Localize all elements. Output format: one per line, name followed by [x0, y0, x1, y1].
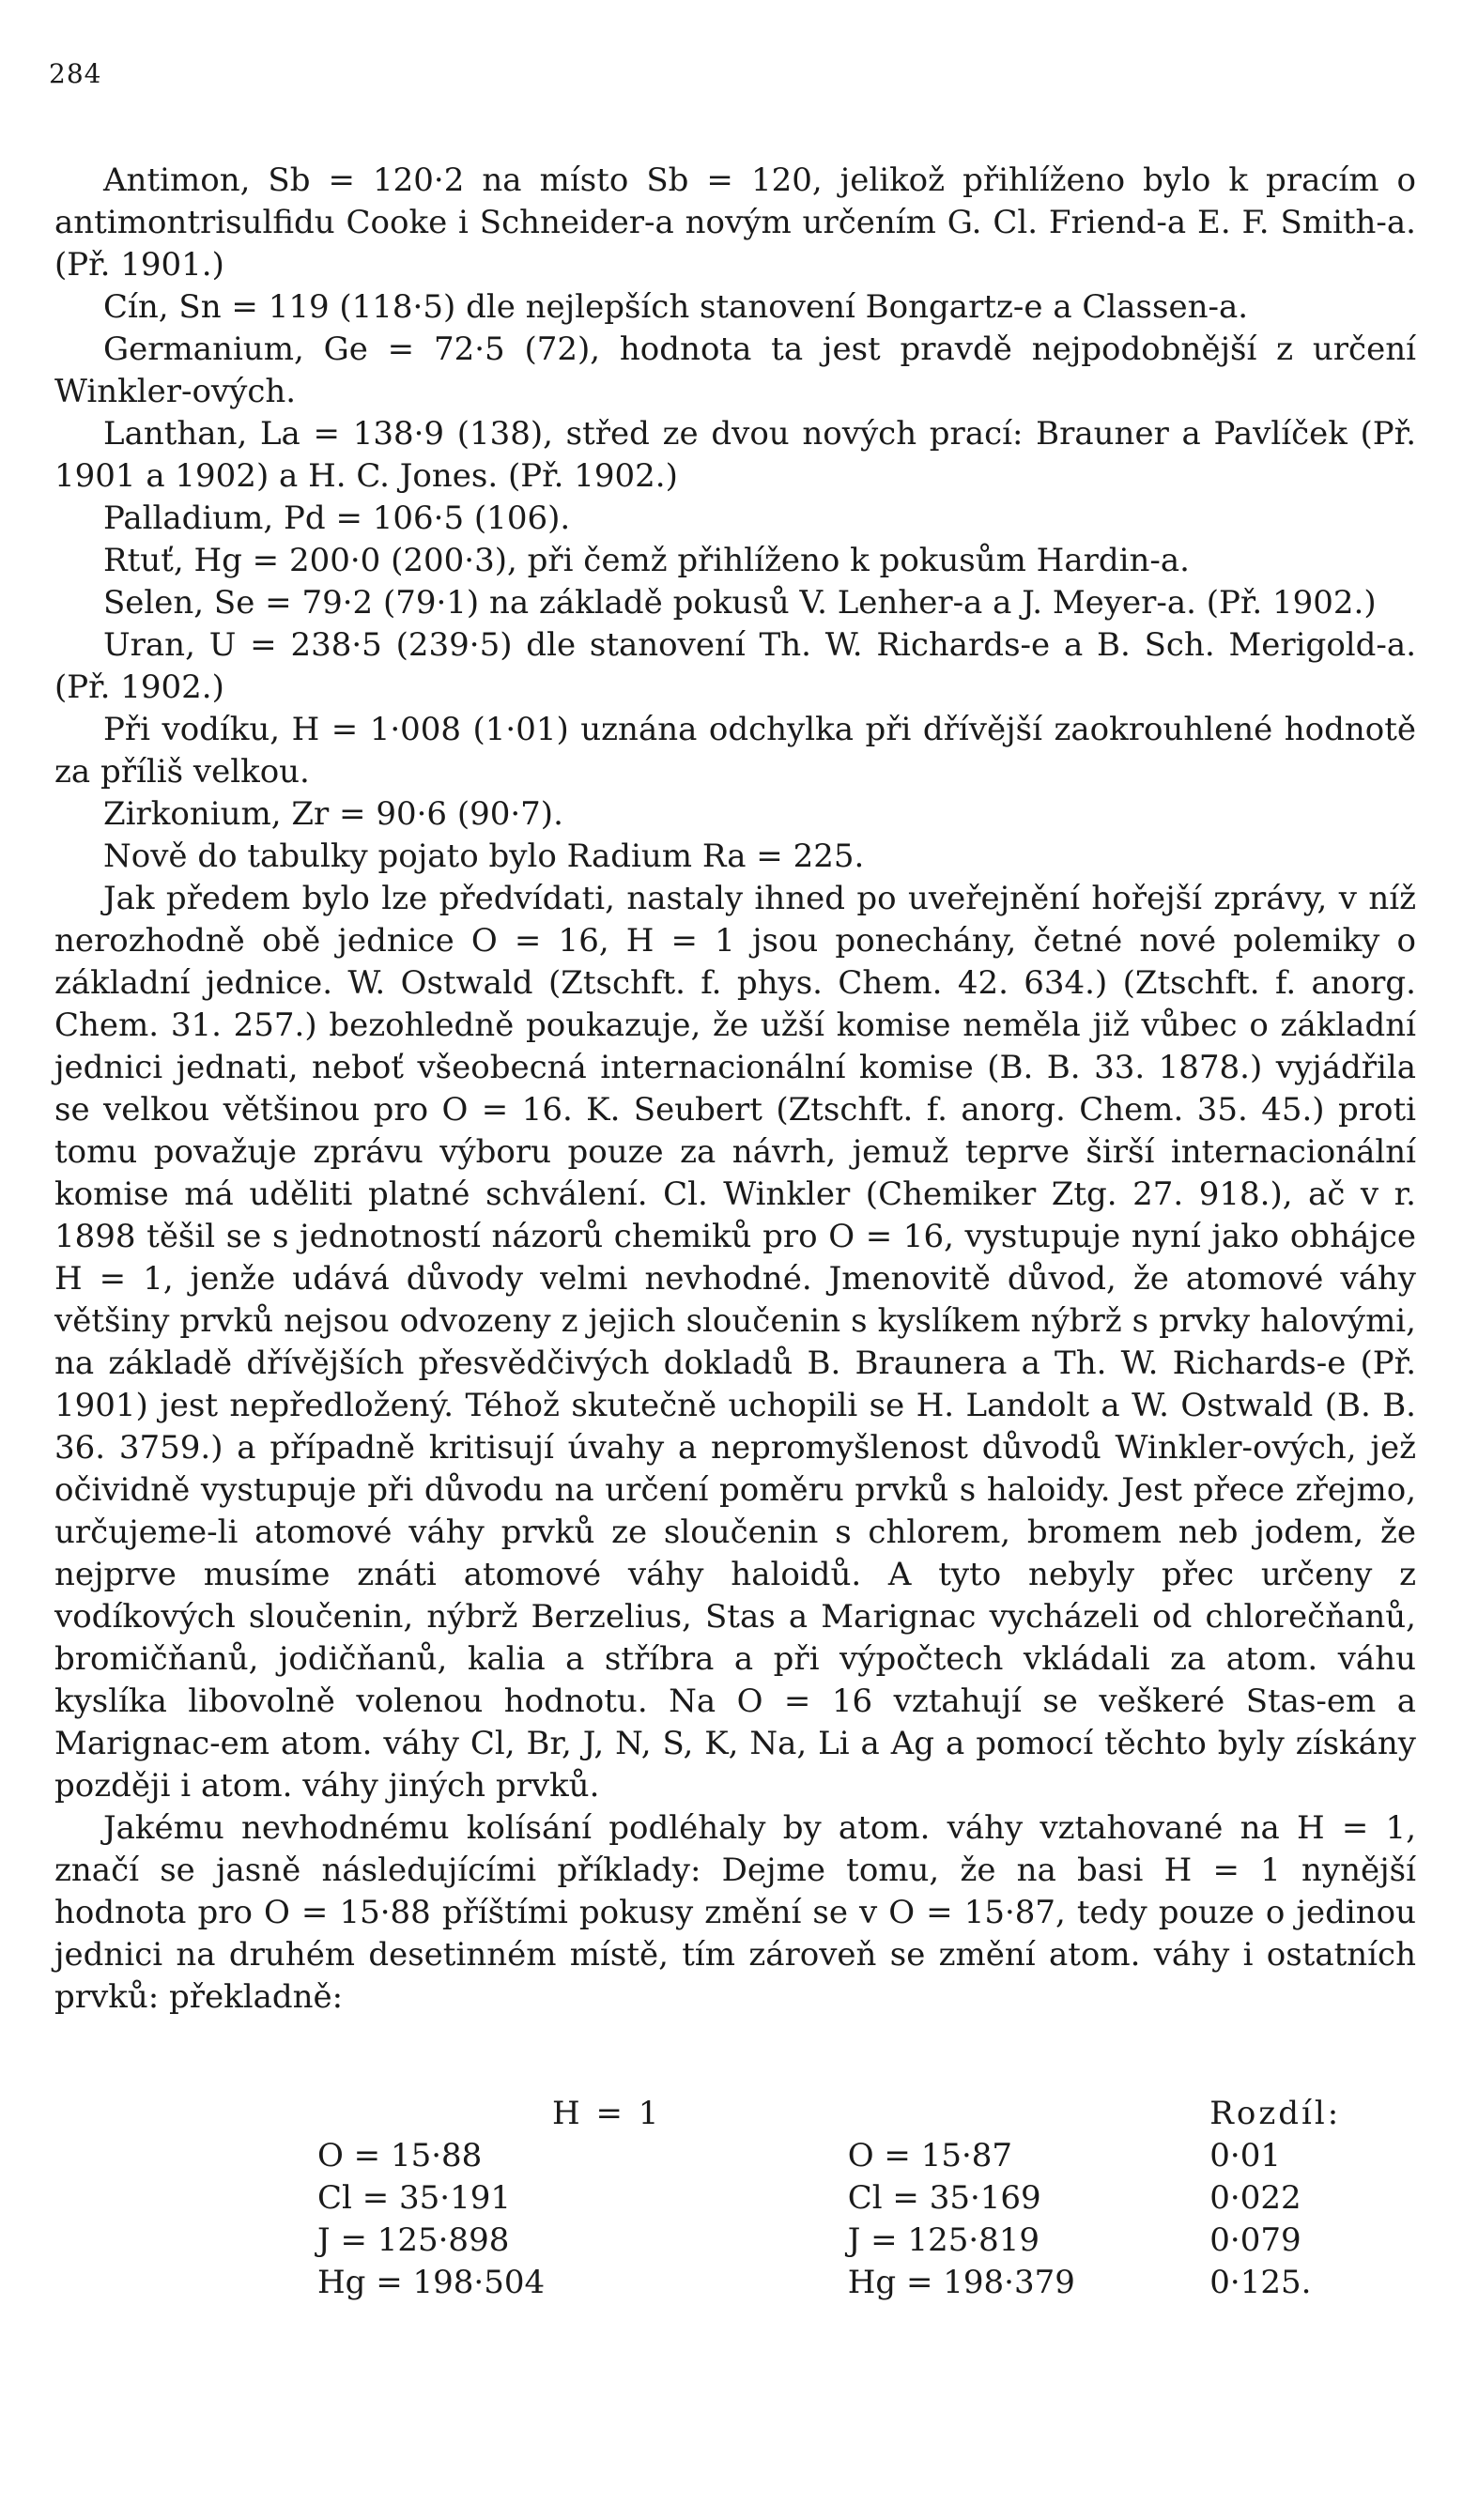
- table-header-basis: [54, 2092, 848, 2134]
- paragraph-vodik: Při vodíku, H = 1·008 (1·01) uznána odchylka při dřívější zaokrouhlené hodnotě za příliš velkou.: [54, 711, 1416, 791]
- body-text: [54, 160, 1416, 2019]
- table-header-empty: [848, 2092, 1210, 2134]
- table-cell-changed: O = 15·87: [847, 2136, 1013, 2174]
- paragraph-radium: Nově do tabulky pojato bylo Radium Ra = 225.: [103, 837, 865, 875]
- paragraph-lanthan: Lanthan, La = 138·9 (138), střed ze dvou nových prací: Brauner a Pavlíček (Př. 1901 a 1902) a H. C. Jones. (Př. 1902.): [54, 415, 1416, 495]
- paragraph-rtut: Rtuť, Hg = 200·0 (200·3), při čemž přihlíženo k pokusům Hardin-a.: [103, 542, 1190, 579]
- table-cell-current: J = 125·898: [317, 2220, 510, 2259]
- table-row: [54, 2134, 1416, 2176]
- paragraph-cin: Cín, Sn = 119 (118·5) dle nejlepších stanovení Bongartz-e a Classen-a.: [103, 288, 1249, 326]
- table-cell-difference: 0·022: [1209, 2178, 1301, 2217]
- table-cell-changed: J = 125·819: [847, 2220, 1040, 2259]
- paragraph-uran: Uran, U = 238·5 (239·5) dle stanovení Th. W. Richards-e a B. Sch. Merigold-a. (Př. 1902.): [54, 626, 1416, 706]
- paragraph-palladium: Palladium, Pd = 106·5 (106).: [103, 499, 571, 537]
- table-cell-changed: Hg = 198·379: [847, 2263, 1075, 2301]
- table-cell-changed: Cl = 35·169: [847, 2178, 1041, 2217]
- table-cell-current: O = 15·88: [317, 2136, 483, 2174]
- table-row: [54, 2261, 1416, 2303]
- paragraph-polemiky: Jak předem bylo lze předvídati, nastaly ihned po uveřejnění hořejší zprávy, v níž nerozhodně obě jednice O = 16, H = 1 jsou ponechány, četné nové polemiky o základní jednice. W. Ostwald (Ztschft. f. phys. Chem. 42. 634.) (Ztschft. f. anorg. Chem. 31. 257.) bezohledně poukazuje, že užší komise neměla již vůbec o základní jednici jednati, neboť všeobecná internacionální komise (B. B. 33. 1878.) vyjádřila se velkou většinou pro O = 16. K. Seubert (Ztschft. f. anorg. Chem. 35. 45.) proti tomu považuje zprávu výboru pouze za návrh, jemuž teprve širší internacionální komise má uděliti platné schválení. Cl. Winkler (Chemiker Ztg. 27. 918.), ač v r. 1898 těšil se s jednotností názorů chemiků pro O = 16, vystupuje nyní jako obhájce H = 1, jenže udává důvody velmi nevhodné. Jmenovitě důvod, že atomové váhy většiny prvků nejsou odvozeny z jejich sloučenin s kyslíkem nýbrž s prvky halovými, na základě dřívějších přesvědčivých dokladů B. Braunera a Th. W. Richards-e (Př. 1901) jest nepředložený. Téhož skutečně uchopili se H. Landolt a W. Ostwald (B. B. 36. 3759.) a případně kritisují úvahy a nepromyšlenost důvodů Winkler-ových, jež očividně vystupuje při důvodu na určení poměru prvků s haloidy. Jest přece zřejmo, určujeme-li atomové váhy prvků ze sloučenin s chlorem, bromem neb jodem, že nejprve musíme znáti atomové váhy haloidů. A tyto nebyly přec určeny z vodíkových sloučenin, nýbrž Berzelius, Stas a Marignac vycházeli od chlorečňanů, bromičňanů, jodičňanů, kalia a stříbra a při výpočtech vkládali za atom. váhu kyslíka libovolně volenou hodnotu. Na O = 16 vztahují se veškeré Stas-em a Marignac-em atom. váhy Cl, Br, J, N, S, K, Na, Li a Ag a pomocí těchto byly získány později i atom. váhy jiných prvků.: [54, 880, 1416, 1805]
- table-header-basis-label: H = 1: [552, 2094, 662, 2132]
- table-row: [54, 2219, 1416, 2261]
- table-header-row: [54, 2092, 1416, 2134]
- table-cell-difference: 0·01: [1209, 2136, 1281, 2174]
- table-cell-current: Hg = 198·504: [317, 2263, 546, 2301]
- table-row: [54, 2176, 1416, 2219]
- table-header-difference: Rozdíl:: [1209, 2094, 1342, 2132]
- page-number: 284: [49, 58, 102, 89]
- table-cell-difference: 0·125.: [1209, 2263, 1312, 2301]
- paragraph-germanium: Germanium, Ge = 72·5 (72), hodnota ta jest pravdě nejpodobnější z určení Winkler-ových.: [54, 330, 1416, 410]
- atomic-weight-table: [54, 2092, 1416, 2303]
- paragraph-zirkonium: Zirkonium, Zr = 90·6 (90·7).: [103, 795, 563, 833]
- paragraph-kolisani: Jakému nevhodnému kolísání podléhaly by atom. váhy vztahované na H = 1, značí se jasně následujícími příklady: Dejme tomu, že na basi H = 1 nynější hodnota pro O = 15·88 příštími pokusy změní se v O = 15·87, tedy pouze o jedinou jednici na druhém desetinném místě, tím zároveň se změní atom. váhy i ostatních prvků: překladně:: [54, 1809, 1416, 2016]
- comparison-table: [54, 2092, 1416, 2303]
- paragraph-selen: Selen, Se = 79·2 (79·1) na základě pokusů V. Lenher-a a J. Meyer-a. (Př. 1902.): [103, 584, 1377, 622]
- table-cell-current: Cl = 35·191: [317, 2178, 511, 2217]
- paragraph-antimon: Antimon, Sb = 120·2 na místo Sb = 120, jelikož přihlíženo bylo k pracím o antimontrisulfidu Cooke i Schneider-a novým určením G. Cl. Friend-a E. F. Smith-a. (Př. 1901.): [54, 161, 1416, 284]
- table-cell-difference: 0·079: [1209, 2220, 1301, 2259]
